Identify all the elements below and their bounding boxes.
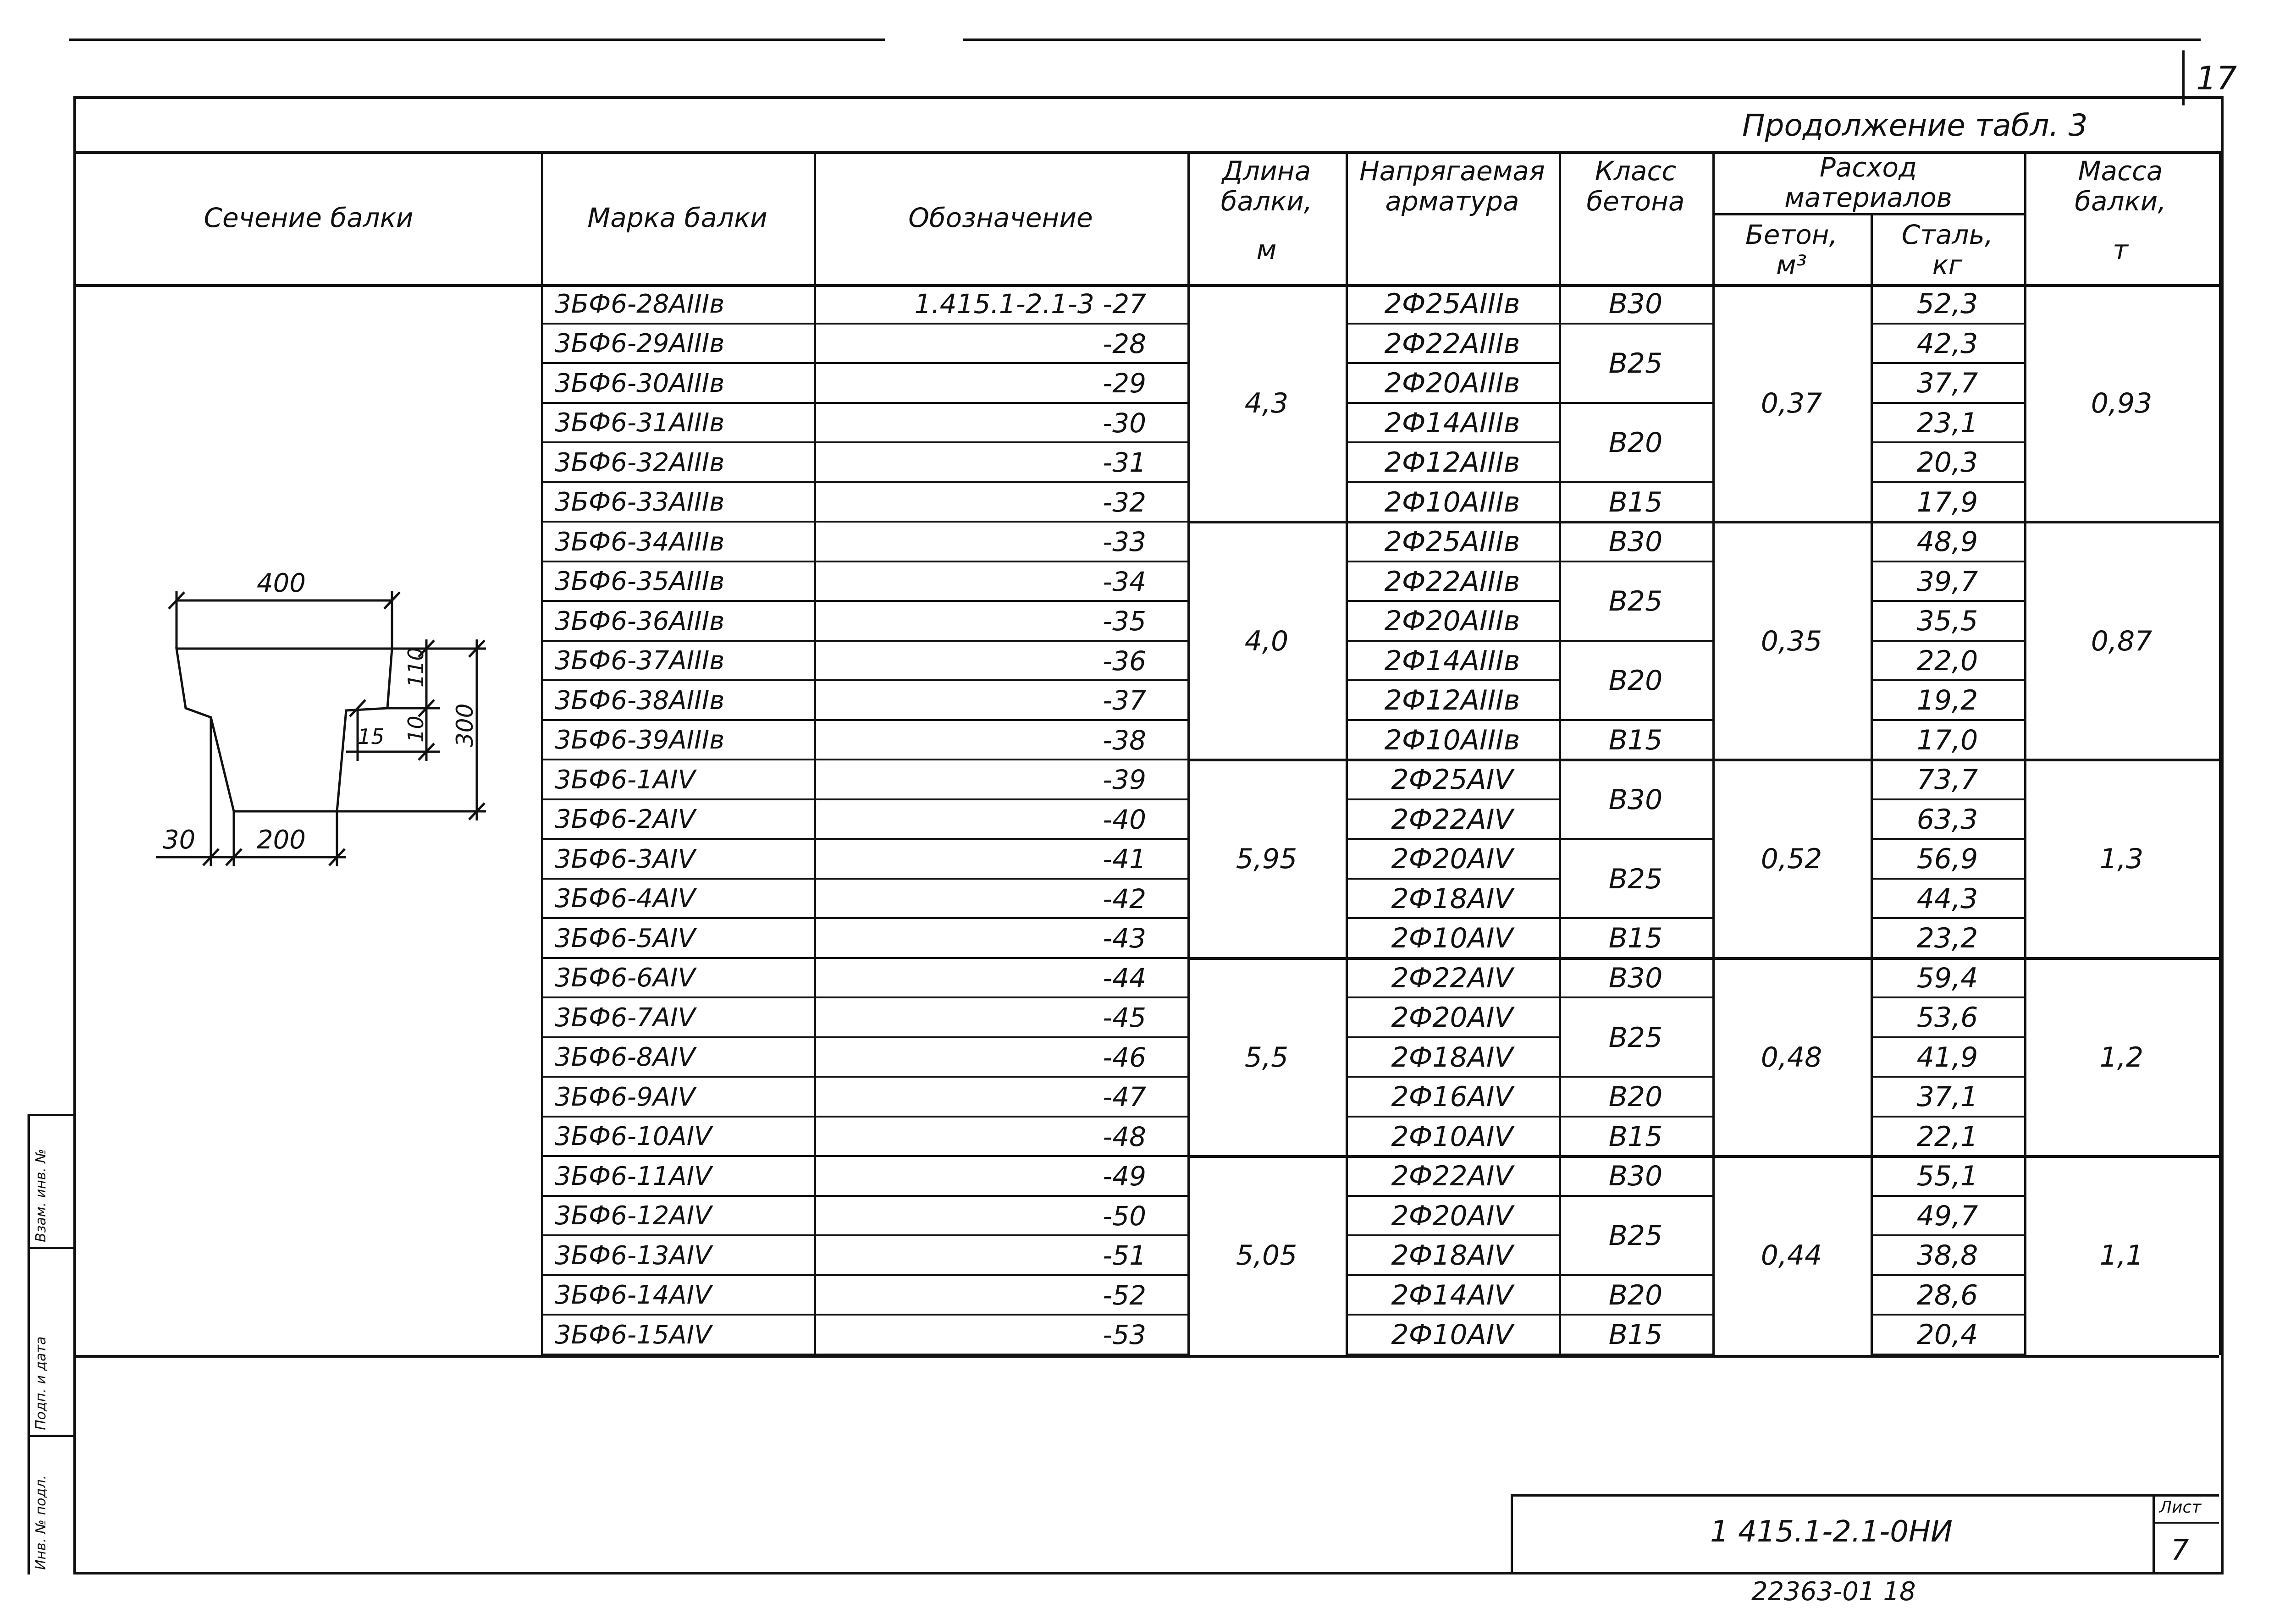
rebar-value: 2Ф25АIIIв [1384, 526, 1520, 558]
beam-mark: 3БФ6-37АIIIв [555, 646, 725, 676]
header-concrete-vol-l2: м³ [1776, 249, 1807, 281]
dim-ledge-15: 15 [358, 724, 385, 749]
rebar-value: 2Ф12АIIIв [1384, 446, 1520, 479]
header-length-l2: балки, [1220, 186, 1313, 217]
beam-designation: -31 [1103, 447, 1146, 479]
sheet-number: 7 [2171, 1533, 2189, 1567]
dim-height-300: 300 [452, 703, 478, 747]
header-steel-l1: Сталь, [1901, 219, 1993, 250]
header-mark-label: Марка балки [587, 202, 767, 233]
rebar-value: 2Ф10АIIIв [1384, 724, 1520, 756]
beam-mark: 3БФ6-12АIV [555, 1201, 712, 1231]
beam-designation: -48 [1103, 1121, 1146, 1152]
beam-mark: 3БФ6-10АIV [555, 1122, 712, 1152]
beam-mark: 3БФ6-30АIIIв [555, 368, 725, 398]
rebar-value: 2Ф10АIIIв [1384, 486, 1520, 518]
steel-value: 38,8 [1916, 1239, 1978, 1272]
concrete-class: В15 [1608, 724, 1663, 756]
beam-mark: 3БФ6-5АIV [555, 923, 695, 953]
steel-value: 35,5 [1916, 605, 1978, 638]
beam-mark: 3БФ6-13АIV [555, 1240, 712, 1271]
header-rebar-l1: Напрягаемая [1359, 155, 1545, 187]
side-stamp-line-1: Инв. № подл. [33, 1475, 49, 1570]
rebar-value: 2Ф22АIV [1391, 962, 1513, 994]
group-concrete-volume: 0,35 [1761, 625, 1822, 657]
rebar-value: 2Ф12АIIIв [1384, 684, 1520, 717]
beam-designation: -39 [1103, 764, 1146, 796]
page-number: 17 [2196, 60, 2237, 97]
beam-designation: -38 [1103, 724, 1146, 756]
side-stamp-div-1 [28, 1247, 73, 1249]
rebar-value: 2Ф20АIV [1391, 1200, 1513, 1232]
beam-designation: -49 [1103, 1161, 1146, 1192]
dim-height-110: 110 [403, 647, 428, 688]
concrete-class: В30 [1608, 288, 1663, 320]
header-mass-unit: т [2113, 234, 2128, 265]
steel-value: 73,7 [1916, 764, 1978, 796]
concrete-class: В15 [1608, 486, 1663, 518]
concrete-class: В15 [1608, 1319, 1663, 1351]
rebar-value: 2Ф20АIV [1391, 1002, 1513, 1034]
beam-mark: 3БФ6-32АIIIв [555, 447, 725, 478]
concrete-class: В20 [1608, 665, 1663, 697]
beam-mark: 3БФ6-6АIV [555, 963, 695, 993]
steel-value: 37,7 [1916, 367, 1978, 400]
steel-value: 55,1 [1916, 1160, 1978, 1193]
rebar-value: 2Ф22АIIIв [1384, 565, 1520, 598]
steel-value: 44,3 [1916, 882, 1978, 915]
rebar-value: 2Ф22АIV [1391, 803, 1513, 836]
steel-value: 17,0 [1916, 724, 1978, 756]
title-block-top [1511, 1494, 2219, 1497]
beam-mark: 3БФ6-15АIV [555, 1320, 712, 1350]
sheet-label: Лист [2159, 1498, 2202, 1517]
group-length: 4,3 [1244, 387, 1289, 419]
rebar-value: 2Ф25АIIIв [1384, 288, 1520, 320]
table-caption: Продолжение табл. 3 [1742, 108, 2088, 143]
rebar-value: 2Ф10АIV [1391, 922, 1513, 955]
rebar-value: 2Ф14АIV [1391, 1279, 1513, 1311]
group-mass: 1,1 [2099, 1239, 2144, 1272]
concrete-class: В25 [1608, 1220, 1663, 1252]
steel-value: 19,2 [1916, 684, 1978, 717]
header-concrete-vol-l1: Бетон, [1745, 219, 1838, 250]
beam-designation: -34 [1103, 566, 1146, 597]
rebar-value: 2Ф22АIV [1391, 1160, 1513, 1193]
concrete-class: В30 [1608, 962, 1663, 994]
steel-value: 22,1 [1916, 1120, 1978, 1153]
header-length-l1: Длина [1222, 155, 1311, 187]
group-mass: 1,2 [2099, 1041, 2144, 1073]
steel-value: 52,3 [1916, 288, 1978, 320]
group-concrete-volume: 0,37 [1761, 387, 1822, 419]
archive-number: 22363-01 18 [1751, 1577, 1916, 1604]
beam-designation: -28 [1103, 328, 1146, 359]
rebar-value: 2Ф10АIV [1391, 1120, 1513, 1153]
beam-mark: 3БФ6-38АIIIв [555, 685, 725, 716]
beam-mark: 3БФ6-4АIV [555, 884, 695, 914]
beam-mark: 3БФ6-7АIV [555, 1002, 695, 1033]
steel-value: 17,9 [1916, 486, 1978, 518]
document-code: 1 415.1-2.1-0НИ [1710, 1515, 1953, 1549]
dim-height-10: 10 [403, 716, 428, 743]
header-concrete-l1: Класс [1595, 155, 1677, 187]
header-materials-l1: Расход [1819, 151, 1917, 183]
beam-designation: -42 [1103, 883, 1146, 914]
steel-value: 37,1 [1916, 1081, 1978, 1113]
title-block-left [1511, 1494, 1513, 1574]
group-concrete-volume: 0,52 [1761, 843, 1822, 875]
beam-designation: -44 [1103, 962, 1146, 994]
title-block-sheet-divider [2153, 1522, 2219, 1524]
beam-designation: -52 [1103, 1279, 1146, 1311]
side-stamp-frame [28, 1114, 30, 1574]
beam-designation: -35 [1103, 606, 1146, 637]
header-designation-label: Обозначение [908, 202, 1093, 233]
concrete-class: В20 [1608, 1081, 1663, 1113]
steel-value: 20,4 [1916, 1319, 1978, 1351]
header-materials-l2: материалов [1784, 182, 1952, 213]
dim-bottom-200: 200 [257, 825, 306, 855]
title-block-divider [2153, 1494, 2155, 1574]
beam-mark: 3БФ6-9АIV [555, 1082, 695, 1112]
steel-value: 59,4 [1916, 962, 1978, 994]
beam-designation: 1.415.1-2.1-3 -27 [914, 288, 1146, 320]
header-mass-l1: Масса [2078, 155, 2163, 187]
rebar-value: 2Ф14АIIIв [1384, 407, 1520, 439]
beam-designation: -41 [1103, 843, 1146, 875]
header-steel-l2: кг [1932, 249, 1963, 281]
side-stamp-line-2: Подп. и дата [33, 1336, 49, 1430]
header-section-label: Сечение балки [204, 202, 414, 233]
beam-designation: -33 [1103, 526, 1146, 558]
steel-value: 23,2 [1916, 922, 1978, 955]
steel-value: 42,3 [1916, 327, 1978, 360]
group-length: 5,05 [1236, 1239, 1297, 1272]
steel-value: 28,6 [1916, 1279, 1978, 1311]
steel-value: 39,7 [1916, 565, 1978, 598]
group-length: 5,5 [1244, 1041, 1289, 1073]
steel-value: 56,9 [1916, 843, 1978, 875]
beam-designation: -30 [1103, 407, 1146, 439]
steel-value: 53,6 [1916, 1002, 1978, 1034]
beam-designation: -29 [1103, 368, 1146, 399]
rebar-value: 2Ф20АIIIв [1384, 605, 1520, 638]
steel-value: 41,9 [1916, 1041, 1978, 1073]
beam-designation: -45 [1103, 1002, 1146, 1034]
beam-mark: 3БФ6-31АIIIв [555, 408, 725, 438]
rebar-value: 2Ф22АIIIв [1384, 327, 1520, 360]
side-stamp-frame-top [28, 1114, 73, 1116]
rebar-value: 2Ф20АIV [1391, 843, 1513, 875]
beam-mark: 3БФ6-14АIV [555, 1280, 712, 1310]
concrete-class: В15 [1608, 922, 1663, 955]
concrete-class: В15 [1608, 1120, 1663, 1153]
steel-value: 49,7 [1916, 1200, 1978, 1232]
concrete-class: В30 [1608, 783, 1663, 816]
group-mass: 0,93 [2091, 387, 2153, 419]
beam-mark: 3БФ6-2АIV [555, 804, 695, 835]
beam-mark: 3БФ6-34АIIIв [555, 527, 725, 557]
beam-mark: 3БФ6-1АIV [555, 765, 695, 795]
beam-mark: 3БФ6-11АIV [555, 1161, 712, 1191]
concrete-class: В25 [1608, 1021, 1663, 1054]
steel-value: 63,3 [1916, 803, 1978, 836]
rebar-value: 2Ф18АIV [1391, 882, 1513, 915]
rebar-value: 2Ф20АIIIв [1384, 367, 1520, 400]
group-mass: 1,3 [2099, 843, 2144, 875]
header-length-unit: м [1256, 234, 1277, 265]
beam-designation: -50 [1103, 1200, 1146, 1232]
concrete-class: В25 [1608, 585, 1663, 617]
beam-designation: -46 [1103, 1041, 1146, 1073]
steel-value: 22,0 [1916, 644, 1978, 677]
beam-designation: -43 [1103, 923, 1146, 954]
concrete-class: В30 [1608, 1160, 1663, 1193]
steel-value: 20,3 [1916, 446, 1978, 479]
rebar-value: 2Ф25АIV [1391, 764, 1513, 796]
rebar-value: 2Ф16АIV [1391, 1081, 1513, 1113]
concrete-class: В25 [1608, 347, 1663, 380]
beam-mark: 3БФ6-3АIV [555, 844, 695, 874]
beam-mark: 3БФ6-39АIIIв [555, 725, 725, 755]
rebar-value: 2Ф14АIIIв [1384, 644, 1520, 677]
side-stamp-line-3: Взам. инв. № [33, 1149, 49, 1242]
concrete-class: В20 [1608, 427, 1663, 459]
concrete-class: В25 [1608, 863, 1663, 895]
rebar-value: 2Ф18АIV [1391, 1041, 1513, 1073]
steel-value: 23,1 [1916, 407, 1978, 439]
beam-mark: 3БФ6-33АIIIв [555, 487, 725, 517]
beam-mark: 3БФ6-35АIIIв [555, 567, 725, 597]
group-concrete-volume: 0,44 [1761, 1239, 1822, 1272]
beam-mark: 3БФ6-29АIIIв [555, 329, 725, 359]
beam-designation: -53 [1103, 1319, 1146, 1351]
concrete-class: В30 [1608, 526, 1663, 558]
beam-designation: -40 [1103, 804, 1146, 835]
rebar-value: 2Ф10АIV [1391, 1319, 1513, 1351]
beam-designation: -36 [1103, 645, 1146, 677]
side-stamp-div-2 [28, 1435, 73, 1437]
dim-left-30: 30 [163, 825, 196, 855]
concrete-class: В20 [1608, 1279, 1663, 1311]
header-rebar-l2: арматура [1385, 186, 1519, 217]
group-length: 5,95 [1236, 843, 1297, 875]
steel-value: 48,9 [1916, 526, 1978, 558]
beam-mark: 3БФ6-28АIIIв [555, 289, 725, 319]
beam-mark: 3БФ6-8АIV [555, 1042, 695, 1073]
beam-mark: 3БФ6-36АIIIв [555, 606, 725, 636]
dim-top-400: 400 [257, 568, 306, 598]
group-length: 4,0 [1244, 625, 1289, 657]
beam-designation: -32 [1103, 486, 1146, 518]
beam-designation: -47 [1103, 1081, 1146, 1113]
beam-designation: -51 [1103, 1240, 1146, 1272]
group-concrete-volume: 0,48 [1761, 1041, 1822, 1073]
group-mass: 0,87 [2091, 625, 2153, 657]
beam-designation: -37 [1103, 685, 1146, 716]
header-concrete-l2: бетона [1586, 186, 1685, 217]
rebar-value: 2Ф18АIV [1391, 1239, 1513, 1272]
header-mass-l2: балки, [2075, 186, 2166, 217]
